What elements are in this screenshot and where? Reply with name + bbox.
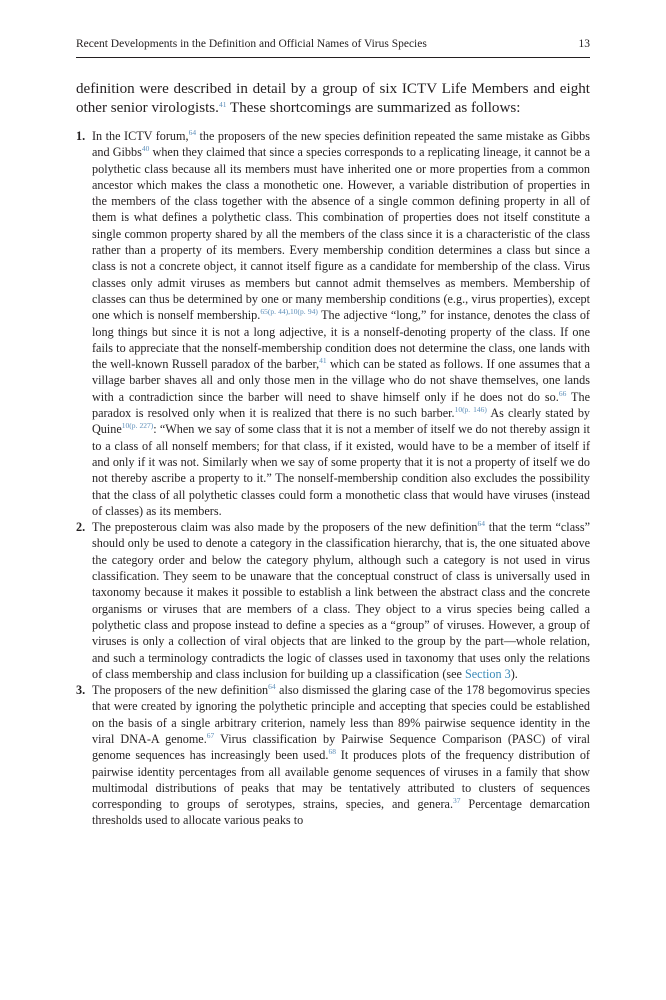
item-number: 2.: [76, 520, 86, 535]
reference[interactable]: 66: [558, 388, 567, 398]
intro-paragraph: definition were described in detail by a group of six ICTV Life Members and eight other senior virologists.$^{41}$ These shortcomings are summarized as follows:: [76, 81, 590, 116]
list-item-1: 1. In the ICTV forum,$^{64}$ the proposers of the new species definition repeated the same mistake as Gibbs and Gibbs$^{40}$ when they claimed that since a species corresponds to a replicating lineage, it cannot be a polythetic class because all its members must have inherited one or more properties from a common ancestor which makes the class a monothetic one. However, a variable distribution of properties in the members of the class together with the absence of a single common defining property in all of them is what defines a polythetic class. This combination of properties does not itself constitute a single common property shared by all the members of the class since it is a characteristic of the class rather than a property of its members. Every membership condition determines a class but since a class is not a concrete object, it cannot itself figure as a candidate for membership of the class. Virus classes only admit viruses as members but cannot admit themselves as members. Membership of classes can thus be determined by one or many membership conditions (e.g., virus properties), except one which is nonself membership.$^{65(p. 44),10(p. 94)}$ The adjective “long,” for instance, denotes the class of long things but since it is not a long adjective, it is a nonself-denoting property of the class. If one fails to appreciate that the nonself-membership condition does not determine the class, one lands with the well-known Russell paradox of the barber,$^{41}$ which can be stated as follows. If one assumes that a village barber shaves all and only those men in the village who do not shave themselves, one lands with a contradiction since the barber will need to shave himself only if he does not do so.$^{66}$ The paradox is resolved only when it is realized that there is no such barber.$^{10(p. 146)}$ As clearly stated by Quine$^{10(p. 227)}$: “When we say of some class that it is not a member of itself we do not thereby assign it to a class of all nonself members; for that class, if it existed, would have to be a member of itself if and only if it was not. Similarly when we say of some property that it is not a property of itself we do not thereby ascribe a property to it.” The nonself-membership condition also excludes the possibility that the class of all polythetic classes could form a monothetic class that would have viruses (instead of classes) as its members.: [76, 128, 591, 518]
item-number: 3.: [76, 683, 86, 698]
shortcomings-list: [76, 128, 590, 829]
running-header: [76, 36, 590, 52]
body-text: [76, 80, 590, 829]
list-item-2: 2. The preposterous claim was also made by the proposers of the new definition$^{64}$ that the term “class” should only be used to denote a category in the classification hierarchy, that is, the one situated above the category order and below the category phylum, although such a category is not used in virus classification. They seem to be unaware that the conceptual construct of class is universally used in taxonomy because it makes it possible to establish a link between the abstract class and the concrete organisms or viruses that are members of a class. They object to a virus species being called a polythetic class and propose instead to define a species as a “group” of viruses. However, a group of viruses is only a collection of viral objects that are linked to the group by the part—whole relation, and such a terminology contradicts the logic of classes used in taxonomy that uses only the relations of class membership and class inclusion for building up a classification (see Section 3).: [76, 519, 590, 681]
list-item-3: 3. The proposers of the new definition$^{64}$ also dismissed the glaring case of the 178 begomovirus species that were created by ignoring the polythetic principle and accepting that species could be established on the basis of a single arbitrary criterion, namely less than 89% pairwise sequence identity in the viral DNA-A genome.$^{67}$ Virus classification by Pairwise Sequence Comparison (PASC) of viral genome sequences has increasingly been used.$^{68}$ It produces plots of the frequency distribution of pairwise identity percentages from all available genome sequences of viruses in a family that show multimodal distributions of peaks that may be tentatively attributed to clusters of sequences corresponding to groups of serotypes, strains, species, and genera.$^{37}$ Percentage demarcation thresholds used to allocate various peaks to: [76, 682, 591, 828]
reference[interactable]: 10(p. 227): [121, 421, 154, 431]
reference[interactable]: 41: [319, 356, 327, 366]
reference[interactable]: 64: [188, 128, 197, 137]
reference[interactable]: 37: [453, 796, 461, 806]
reference[interactable]: 67: [206, 730, 215, 740]
reference[interactable]: 68: [328, 747, 336, 757]
reference[interactable]: 64: [268, 682, 276, 692]
header-rule: [76, 57, 590, 58]
section-link[interactable]: Section 3: [464, 666, 511, 681]
reference[interactable]: 41: [218, 100, 227, 109]
reference[interactable]: 65(p. 44),10(p. 94): [260, 307, 318, 317]
item-number: 1.: [76, 129, 86, 143]
reference[interactable]: 40: [141, 144, 150, 154]
page-number: 13: [578, 38, 590, 50]
reference[interactable]: 64: [477, 519, 485, 529]
reference[interactable]: 10(p. 146): [454, 405, 487, 415]
running-title: Recent Developments in the Definition and Official Names of Virus Species: [76, 38, 427, 50]
